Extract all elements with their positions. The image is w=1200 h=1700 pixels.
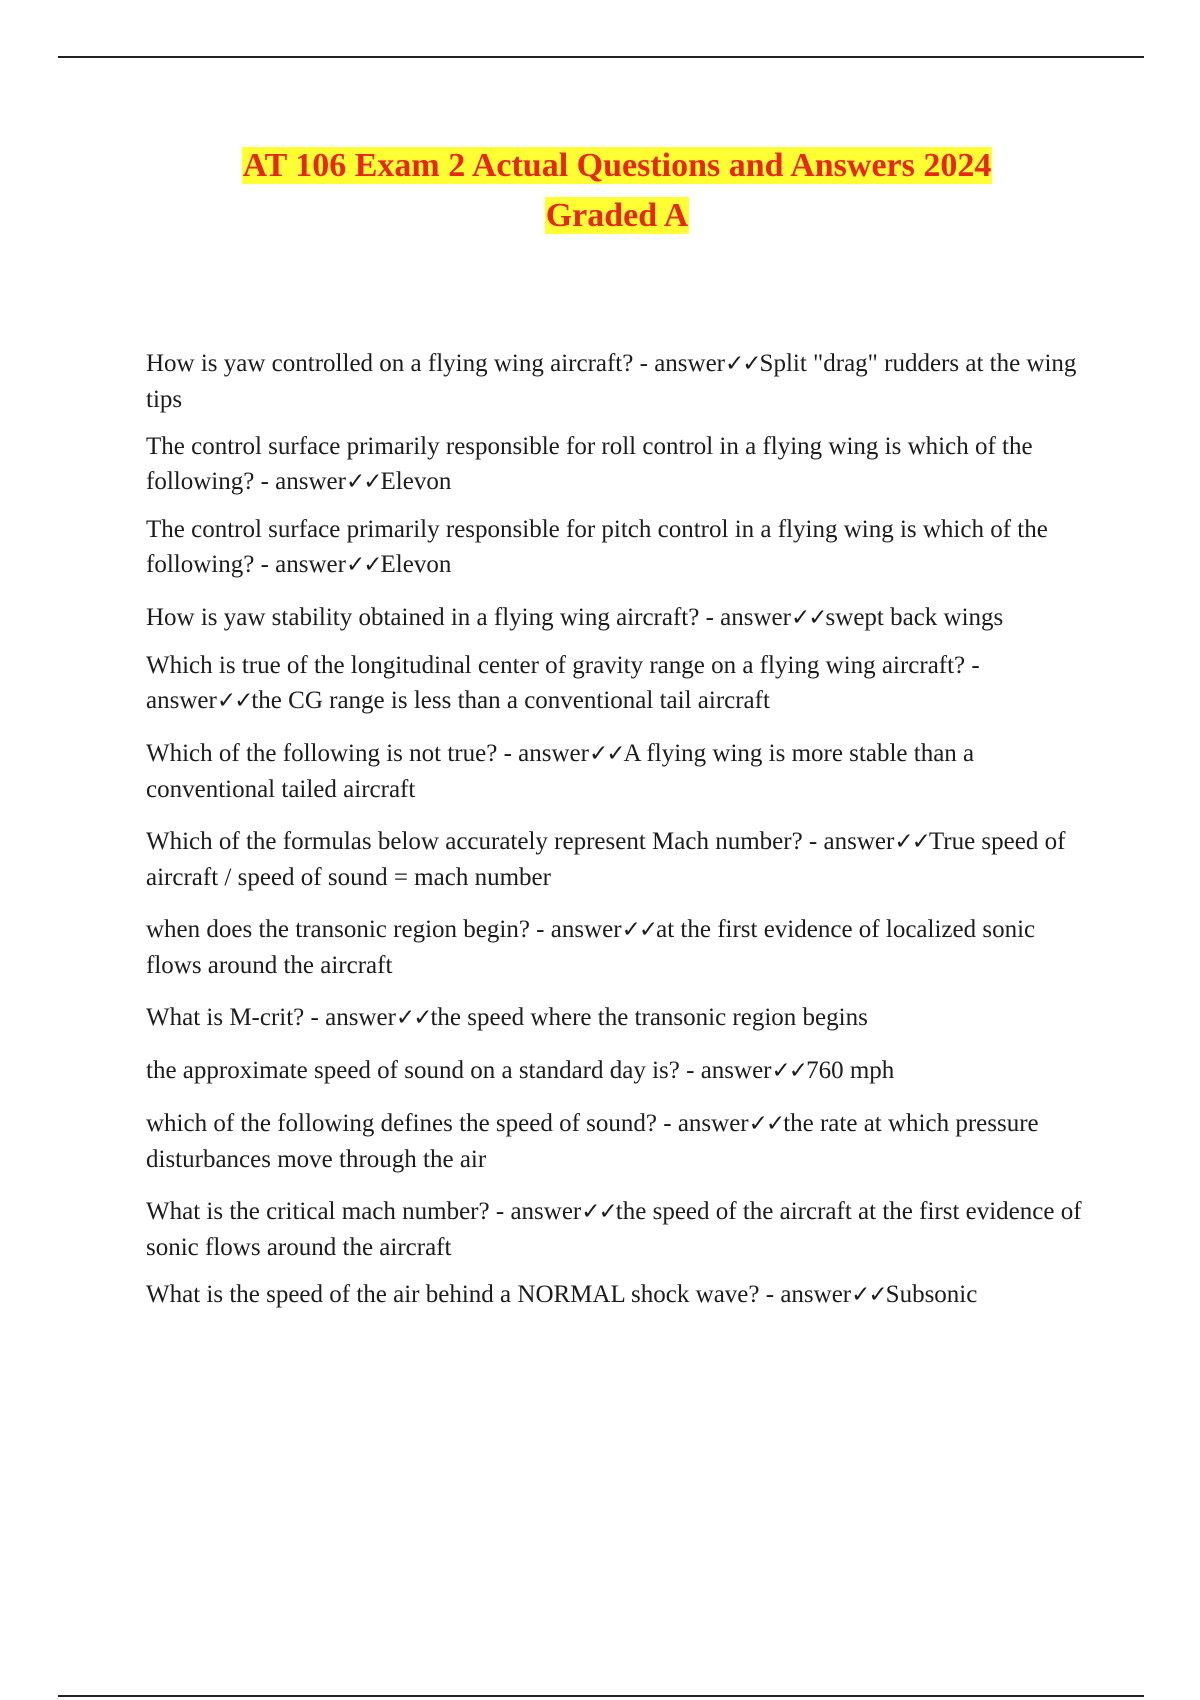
answer-text: the speed of the aircraft at the first evidence of sonic flows around the aircraft xyxy=(146,1198,1082,1261)
question-text: What is M-crit? xyxy=(146,1004,305,1031)
qa-item: How is yaw stability obtained in a flying wing aircraft? - answer✓✓swept back wings xyxy=(146,604,1004,631)
question-text: The control surface primarily responsible for roll control in a flying wing is which of the following? xyxy=(146,433,1033,495)
answer-label: answer xyxy=(275,551,346,578)
question-text: the approximate speed of sound on a standard day is? xyxy=(146,1057,680,1084)
qa-list xyxy=(146,334,1096,1313)
question-text: Which is true of the longitudinal center of gravity range on a flying wing aircraft? xyxy=(146,652,966,679)
check-icon: ✓✓ xyxy=(790,605,826,631)
answer-label: answer xyxy=(654,350,725,377)
title-line-1: AT 106 Exam 2 Actual Questions and Answers 2024 xyxy=(242,147,992,184)
answer-text: the CG range is less than a conventional tail aircraft xyxy=(251,687,770,714)
qa-item: Which of the formulas below accurately represent Mach number? - answer✓✓True speed of aircraft / speed of sound = mach number xyxy=(146,828,1066,891)
check-icon: ✓✓ xyxy=(771,1058,807,1084)
title-line-2: Graded A xyxy=(545,197,689,234)
qa-item: Which of the following is not true? - answer✓✓A flying wing is more stable than a conventional tailed aircraft xyxy=(146,740,975,803)
check-icon: ✓✓ xyxy=(725,351,760,377)
check-icon: ✓✓ xyxy=(894,829,929,855)
answer-label: answer xyxy=(146,687,217,714)
qa-item: What is M-crit? - answer✓✓the speed where the transonic region begins xyxy=(146,1004,868,1031)
answer-label: answer xyxy=(325,1004,396,1031)
answer-text: Subsonic xyxy=(885,1281,978,1308)
answer-text: at the first evidence of localized sonic flows around the aircraft xyxy=(146,916,1036,979)
check-icon: ✓✓ xyxy=(748,1111,784,1137)
answer-label: answer xyxy=(780,1281,852,1308)
check-icon: ✓✓ xyxy=(851,1282,886,1308)
check-icon: ✓✓ xyxy=(581,1199,616,1225)
question-text: What is the speed of the air behind a NORMAL shock wave? xyxy=(146,1281,760,1308)
qa-item: Which is true of the longitudinal center of gravity range on a flying wing aircraft? - answer✓✓the CG range is less than a conventional tail aircraft xyxy=(146,652,980,714)
answer-label: answer xyxy=(720,604,791,631)
check-icon: ✓✓ xyxy=(216,688,252,714)
top-divider xyxy=(58,56,1144,58)
answer-text: Elevon xyxy=(380,468,452,495)
answer-label: answer xyxy=(275,468,346,495)
question-text: Which of the formulas below accurately represent Mach number? xyxy=(146,828,803,855)
answer-label: answer xyxy=(518,740,589,767)
qa-item: which of the following defines the speed of sound? - answer✓✓the rate at which pressure disturbances move through the air xyxy=(146,1110,1039,1173)
qa-item: when does the transonic region begin? - answer✓✓at the first evidence of localized sonic flows around the aircraft xyxy=(146,916,1036,979)
question-text: Which of the following is not true? xyxy=(146,740,498,767)
answer-text: the speed where the transonic region begins xyxy=(430,1004,868,1031)
document-title xyxy=(0,144,1200,244)
answer-label: answer xyxy=(677,1110,749,1137)
answer-text: Elevon xyxy=(380,551,452,578)
answer-label: answer xyxy=(510,1198,582,1225)
question-text: when does the transonic region begin? xyxy=(146,916,530,943)
answer-text: True speed of aircraft / speed of sound = mach number xyxy=(146,828,1066,891)
check-icon: ✓✓ xyxy=(588,741,624,767)
question-text: which of the following defines the speed of sound? xyxy=(146,1110,657,1137)
answer-text: Split "drag" rudders at the wing tips xyxy=(146,350,1077,413)
check-icon: ✓✓ xyxy=(345,552,381,578)
answer-label: answer xyxy=(550,916,622,943)
check-icon: ✓✓ xyxy=(621,917,657,943)
qa-item: The control surface primarily responsible for roll control in a flying wing is which of the following? - answer✓✓Elevon xyxy=(146,433,1033,495)
answer-text: 760 mph xyxy=(806,1057,895,1084)
qa-item: The control surface primarily responsible for pitch control in a flying wing is which of the following? - answer✓✓Elevon xyxy=(146,516,1048,578)
answer-text: swept back wings xyxy=(825,604,1004,631)
qa-item: What is the critical mach number? - answer✓✓the speed of the aircraft at the first evidence of sonic flows around the aircraft xyxy=(146,1198,1082,1261)
answer-label: answer xyxy=(823,828,895,855)
question-text: The control surface primarily responsible for pitch control in a flying wing is which of the following? xyxy=(146,516,1048,578)
question-text: How is yaw controlled on a flying wing aircraft? xyxy=(146,350,634,377)
qa-item: How is yaw controlled on a flying wing aircraft? - answer✓✓Split "drag" rudders at the wing tips xyxy=(146,350,1077,413)
check-icon: ✓✓ xyxy=(395,1005,431,1031)
check-icon: ✓✓ xyxy=(345,469,381,495)
question-text: How is yaw stability obtained in a flying wing aircraft? xyxy=(146,604,700,631)
answer-text: the rate at which pressure disturbances move through the air xyxy=(146,1110,1039,1173)
qa-item: What is the speed of the air behind a NORMAL shock wave? - answer✓✓Subsonic xyxy=(146,1281,978,1308)
answer-text: A flying wing is more stable than a conventional tailed aircraft xyxy=(146,740,975,803)
answer-label: answer xyxy=(700,1057,772,1084)
qa-item: the approximate speed of sound on a standard day is? - answer✓✓760 mph xyxy=(146,1057,895,1084)
question-text: What is the critical mach number? xyxy=(146,1198,490,1225)
bottom-divider xyxy=(58,1695,1144,1697)
